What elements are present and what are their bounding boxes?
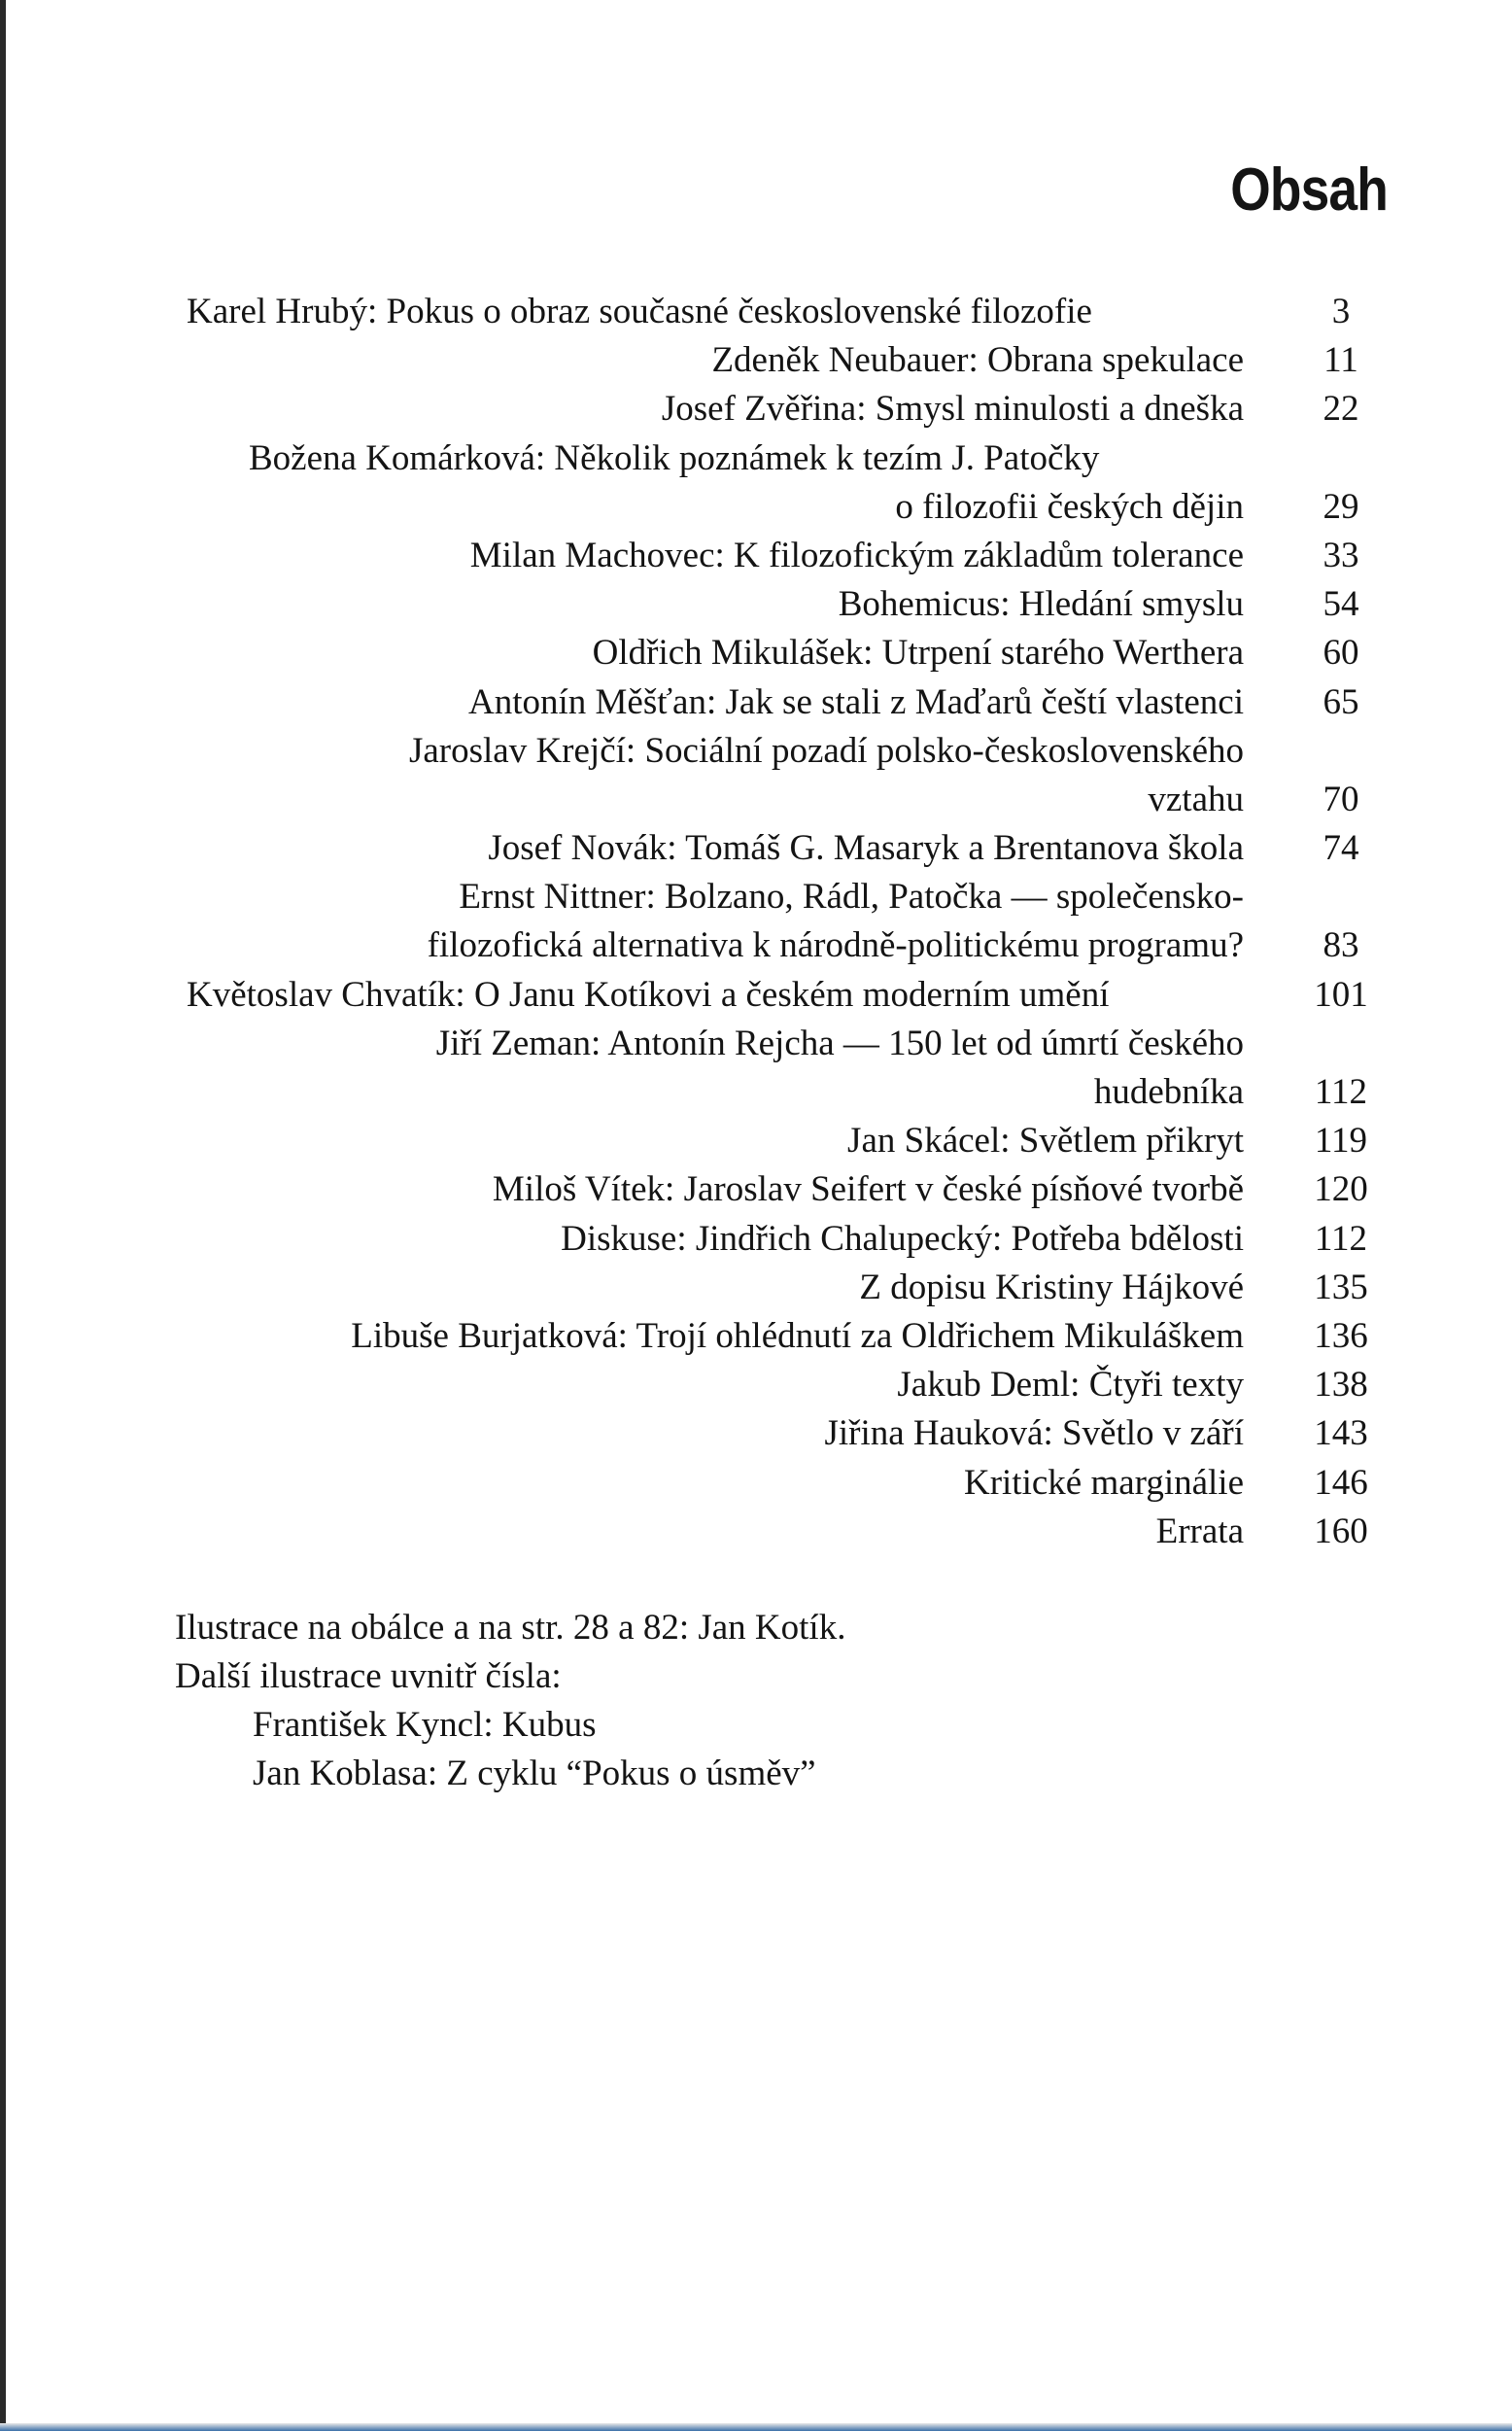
toc-entry <box>175 288 1399 336</box>
toc-entry-title: Květoslav Chvatík: O Janu Kotíkovi a českém moderním umění <box>187 974 1110 1015</box>
toc-entry-page: 22 <box>1323 389 1359 430</box>
toc-entry-title: Jakub Deml: Čtyři texty <box>897 1365 1244 1406</box>
toc-entry <box>175 776 1399 824</box>
toc-entry-page: 138 <box>1314 1365 1368 1406</box>
toc-entry <box>175 921 1399 970</box>
toc-entry-title: Miloš Vítek: Jaroslav Seifert v české písňové tvorbě <box>492 1169 1244 1210</box>
toc-entry <box>175 483 1399 532</box>
toc-entry-title: Jan Skácel: Světlem přikryt <box>847 1121 1244 1162</box>
toc-entry <box>175 1459 1399 1508</box>
toc-entry <box>175 434 1399 483</box>
toc-entry-title: Kritické marginálie <box>963 1462 1244 1503</box>
toc-entry-page: 65 <box>1323 681 1359 722</box>
table-of-contents <box>175 288 1399 1556</box>
toc-entry-title: Jiří Zeman: Antonín Rejcha — 150 let od úmrtí českého <box>435 1023 1244 1063</box>
page-title: Obsah <box>1230 156 1388 224</box>
toc-entry-title: o filozofii českých dějin <box>895 486 1244 527</box>
toc-entry-title: Libuše Burjatková: Trojí ohlédnutí za Oldřichem Mikuláškem <box>351 1315 1244 1356</box>
toc-entry-title: Jiřina Hauková: Světlo v září <box>824 1413 1244 1454</box>
toc-entry-page: 101 <box>1314 974 1368 1015</box>
toc-entry-page: 112 <box>1314 1218 1368 1259</box>
toc-entry <box>175 727 1399 776</box>
toc-entry-page: 112 <box>1314 1072 1368 1112</box>
toc-entry-title: Milan Machovec: K filozofickým základům tolerance <box>469 535 1244 575</box>
toc-entry <box>175 824 1399 873</box>
toc-entry-page: 83 <box>1323 925 1359 966</box>
toc-entry <box>175 580 1399 629</box>
toc-entry-page: 11 <box>1323 340 1358 381</box>
toc-entry-page: 74 <box>1323 828 1359 869</box>
credits-item: Jan Koblasa: Z cyklu “Pokus o úsměv” <box>253 1754 816 1793</box>
toc-entry-title: Diskuse: Jindřich Chalupecký: Potřeba bdělosti <box>561 1218 1244 1259</box>
toc-entry-page: 143 <box>1314 1413 1368 1454</box>
toc-entry <box>175 1508 1399 1556</box>
toc-entry-title: Ernst Nittner: Bolzano, Rádl, Patočka — společensko- <box>459 877 1244 918</box>
toc-entry <box>175 1264 1399 1312</box>
credits-cover-line: Ilustrace na obálce a na str. 28 a 82: Jan Kotík. <box>175 1608 846 1648</box>
toc-entry <box>175 971 1399 1020</box>
toc-entry <box>175 1117 1399 1165</box>
toc-entry <box>175 1020 1399 1068</box>
toc-entry-page: 3 <box>1331 292 1351 331</box>
toc-entry-page: 70 <box>1323 779 1359 819</box>
toc-entry-title: Bohemicus: Hledání smyslu <box>838 584 1244 625</box>
toc-entry-title: Zdeněk Neubauer: Obrana spekulace <box>711 340 1244 381</box>
toc-entry <box>175 1409 1399 1458</box>
toc-entry-page: 146 <box>1314 1462 1368 1503</box>
toc-entry-title: Errata <box>1155 1511 1244 1551</box>
toc-entry-title: Oldřich Mikulášek: Utrpení starého Werthera <box>592 633 1244 674</box>
toc-entry-title: vztahu <box>1148 779 1244 819</box>
toc-entry-title: Božena Komárková: Několik poznámek k tezím J. Patočky <box>249 437 1100 478</box>
toc-entry-page: 33 <box>1323 535 1359 575</box>
toc-entry-title: hudebníka <box>1093 1072 1244 1112</box>
illustration-credits <box>175 1604 845 1798</box>
toc-entry <box>175 1361 1399 1409</box>
toc-entry <box>175 336 1399 385</box>
toc-entry-page: 135 <box>1314 1267 1368 1307</box>
toc-entry <box>175 385 1399 434</box>
toc-entry-title: Jaroslav Krejčí: Sociální pozadí polsko-československého <box>408 730 1244 771</box>
toc-entry-page: 54 <box>1323 584 1359 625</box>
toc-entry-title: Z dopisu Kristiny Hájkové <box>859 1267 1244 1307</box>
toc-entry-page: 136 <box>1314 1315 1368 1356</box>
toc-entry-page: 29 <box>1323 486 1359 527</box>
page-edge <box>0 0 6 2431</box>
toc-entry <box>175 1215 1399 1264</box>
credits-item: František Kyncl: Kubus <box>253 1705 597 1745</box>
toc-entry-title: Josef Zvěřina: Smysl minulosti a dneška <box>661 389 1244 430</box>
toc-entry <box>175 629 1399 677</box>
page-bottom-edge <box>0 2423 1512 2431</box>
toc-entry-page: 120 <box>1314 1169 1368 1210</box>
toc-entry <box>175 873 1399 921</box>
toc-entry <box>175 1068 1399 1117</box>
credits-heading: Další ilustrace uvnitř čísla: <box>175 1656 562 1696</box>
toc-entry-page: 119 <box>1314 1121 1368 1162</box>
toc-entry <box>175 1312 1399 1361</box>
toc-entry-page: 60 <box>1323 633 1359 674</box>
toc-entry-title: Josef Novák: Tomáš G. Masaryk a Brentanova škola <box>488 828 1244 869</box>
toc-entry <box>175 1165 1399 1214</box>
toc-entry-page: 160 <box>1314 1511 1368 1551</box>
toc-entry-title: Antonín Měšťan: Jak se stali z Maďarů čeští vlastenci <box>467 681 1244 722</box>
toc-entry-title: Karel Hrubý: Pokus o obraz současné československé filozofie <box>187 292 1092 331</box>
toc-entry <box>175 532 1399 580</box>
toc-entry <box>175 678 1399 727</box>
toc-entry-title: filozofická alternativa k národně-politickému programu? <box>427 925 1244 966</box>
